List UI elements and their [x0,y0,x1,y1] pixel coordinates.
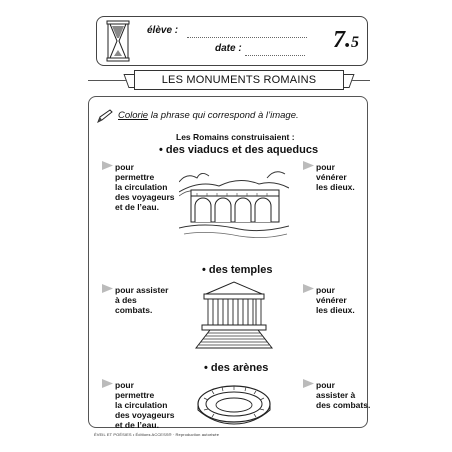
bullet: • [202,264,206,276]
choice-arenas-left[interactable] [115,380,175,430]
section-heading-temples [202,264,272,276]
instruction-verb: Colorie [118,110,149,121]
choice-arenas-right[interactable] [316,380,370,410]
worksheet-page [84,12,370,440]
choice-text: pour assister à des combats. [316,380,371,410]
student-name-label: élève : [147,25,179,36]
triangle-bullet-icon [102,379,113,388]
student-name-line[interactable] [187,37,307,38]
triangle-bullet-icon [303,379,314,388]
header-box [96,16,368,66]
section-heading-aqueducts [159,144,318,156]
sheet-number-main: 7. [333,27,351,53]
title-rule-right [352,80,370,81]
hourglass-icon [105,20,131,62]
choice-aqueducts-left[interactable] [115,162,175,212]
title-rule-left [88,80,126,81]
instruction [118,110,299,121]
triangle-bullet-icon [303,284,314,293]
instruction-rest: la phrase qui correspond à l’image. [148,110,299,121]
section-heading-arenas [204,362,268,374]
heading-text: des viaducs et des aqueducs [165,144,319,156]
choice-text: pour permettre la circulation des voyageurs et de l’eau. [115,380,175,430]
sheet-number-sub: 5 [351,34,359,51]
choice-temples-left[interactable] [115,285,168,315]
choice-text: pour assister à des combats. [115,285,169,315]
heading-text: des arènes [210,362,269,374]
pencil-icon [96,108,114,124]
arena-illustration [194,380,274,426]
sheet-number [333,27,359,54]
bullet: • [159,144,163,156]
choice-text: pour vénérer les dieux. [316,162,355,192]
choice-aqueducts-right[interactable] [316,162,355,192]
triangle-bullet-icon [102,284,113,293]
triangle-bullet-icon [102,161,113,170]
choice-text: pour vénérer les dieux. [316,285,355,315]
lead-sentence: Les Romains construisaient : [176,132,295,142]
date-label: date : [215,43,242,54]
aqueduct-illustration [179,162,289,244]
bullet: • [204,362,208,374]
page-title: LES MONUMENTS ROMAINS [134,70,344,90]
triangle-bullet-icon [303,161,314,170]
date-line[interactable] [245,55,305,56]
choice-temples-right[interactable] [316,285,355,315]
footer: ÉVEIL ET POÉSIES • Éditions ACCESS® · Reproduction autorisée [94,432,220,437]
temple-illustration [192,280,276,350]
choice-text: pour permettre la circulation des voyageurs et de l’eau. [115,162,175,212]
heading-text: des temples [208,264,273,276]
